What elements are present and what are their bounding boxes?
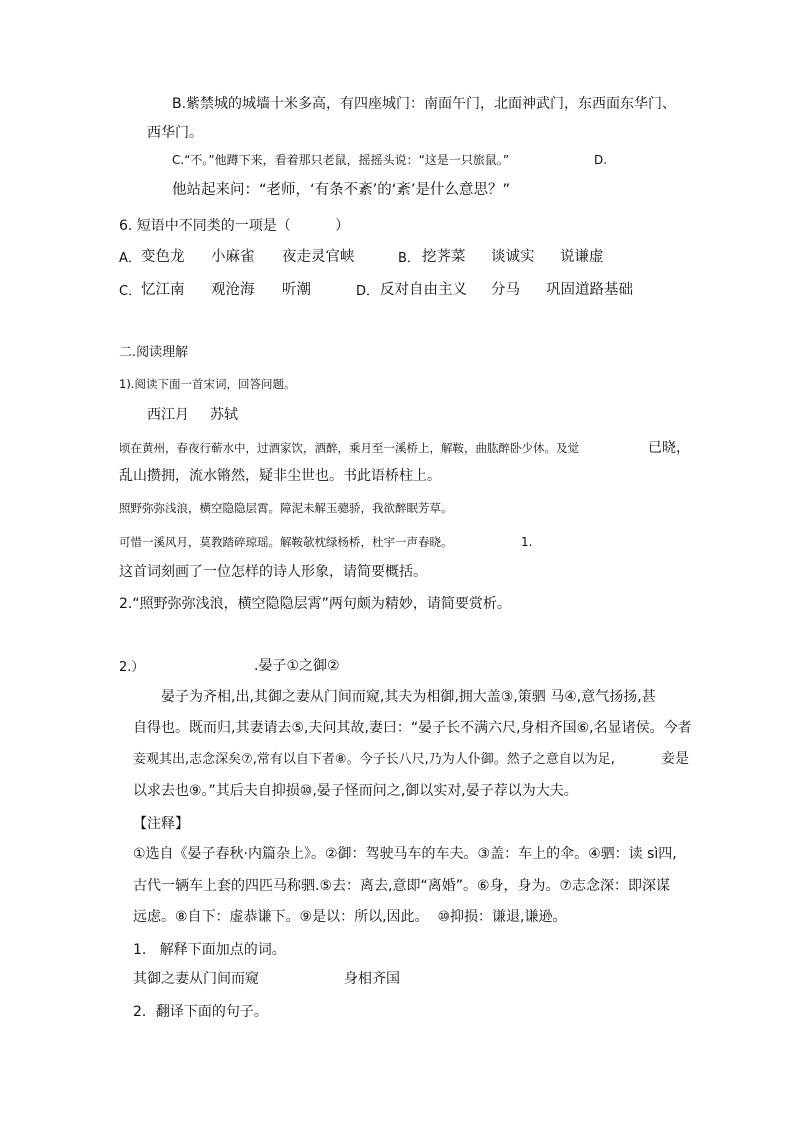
poem-title: 西江月 (147, 407, 189, 423)
poem-question-2: 2.“照野弥弥浅浪，横空隐隐层霄”两句颇为精妙，请简要赏析。 (119, 596, 511, 612)
q6-option-a-item: 小麻雀 (211, 249, 255, 265)
passage2-question-1: 1. 解释下面加点的词。 (133, 942, 286, 958)
passage2-question-1-phrase-b: 身相齐国 (344, 971, 400, 987)
poem-question-1: 这首词刻画了一位怎样的诗人形象，请简要概括。 (119, 564, 427, 580)
q6-option-a-item: 变色龙 (141, 249, 185, 265)
q6-option-b-label: B． (398, 251, 420, 266)
q6-option-a-label: A． (119, 251, 141, 266)
q6-option-d-item: 巩固道路基础 (546, 282, 633, 298)
passage2-line3-tail: 妾是 (661, 751, 689, 767)
q6-option-c-label: C． (119, 284, 142, 299)
poem-author: 苏轼 (210, 407, 238, 423)
q6-option-b-item: 谈诚实 (491, 249, 535, 265)
poem-verse-2: 可惜一溪风月，莫教踏碎琼瑶。解鞍欹枕绿杨桥，杜宇一声春晓。 (119, 535, 453, 549)
q6-option-b-item: 挖荠菜 (422, 249, 466, 265)
q5-option-c: C.“不。”他蹲下来，看着那只老鼠，摇摇头说：“这是一只旅鼠。” (172, 153, 510, 167)
notes-heading: 【注释】 (133, 816, 189, 832)
poem-intro: 1).阅读下面一首宋词，回答问题。 (119, 377, 296, 391)
passage2-title: .晏子①之御② (254, 658, 340, 674)
poem-preface-line1-tail: 已晓， (648, 440, 690, 456)
q5-option-d: 他站起来问：“老师，‘有条不紊’的‘紊’是什么意思？” (172, 182, 510, 198)
q6-option-b-item: 说谦虚 (560, 249, 604, 265)
passage2-line1: 晏子为齐相,出,其御之妻从门间而窥,其夫为相御,拥大盖③,策驷 马④,意气扬扬,甚 (161, 689, 656, 705)
passage2-line2: 自得也。既而归,其妻请去⑤,夫问其故,妻曰：“晏子长不满六尺,身相齐国⑥,名显诸侯。今者 (133, 720, 692, 736)
note-line1: ①选自《晏子春秋·内篇杂上》。②御：驾驶马车的车夫。③盖：车上的伞。④驷：读 sì四, (133, 846, 677, 862)
poem-verse-1: 照野弥弥浅浪，横空隐隐层霄。障泥未解玉骢骄，我欲醉眠芳草。 (119, 501, 453, 515)
q5-option-b-line2: 西华门。 (147, 125, 203, 141)
passage2-line3: 妾观其出,志念深矣⑦,常有以自下者⑧。今子长八尺,乃为人仆御。然子之意自以为足, (133, 752, 615, 767)
q6-stem: 6. 短语中不同类的一项是（ ） (119, 218, 350, 234)
q6-option-a-item: 夜走灵官峡 (282, 249, 355, 265)
q5-option-d-label: D. (594, 153, 608, 167)
note-line2: 古代一辆车上套的四匹马称驷.⑤去：离去,意即“离婚”。⑥身，身为。⑦志念深：即深谋 (133, 878, 671, 894)
q6-option-d-item: 分马 (491, 282, 520, 298)
q6-option-c-item: 听潮 (282, 282, 311, 298)
poem-preface-line1: 顷在黄州，春夜行蕲水中，过酒家饮，酒醉，乘月至一溪桥上，解鞍，曲肱醉卧少休。及觉 (119, 441, 579, 455)
passage2-line4: 以求去也⑨。”其后夫自抑损⑩,晏子怪而问之,御以实对,晏子荐以为大夫。 (133, 783, 578, 799)
poem-preface-line2: 乱山攒拥，流水锵然，疑非尘世也。书此语桥柱上。 (119, 468, 441, 484)
poem-question-1-number: 1. (521, 535, 533, 549)
q6-option-c-item: 忆江南 (141, 282, 185, 298)
q6-option-c-item: 观沧海 (211, 282, 255, 298)
passage2-label: 2.） (119, 660, 145, 675)
section-heading: 二.阅读理解 (119, 345, 189, 360)
passage2-question-2: 2．翻译下面的句子。 (133, 1004, 268, 1020)
passage2-question-1-phrase-a: 其御之妻从门间而窥 (133, 971, 259, 987)
q5-option-b-line1: B.紫禁城的城墙十米多高，有四座城门：南面午门，北面神武门，东西面东华门、 (172, 96, 677, 112)
q6-option-d-item: 反对自由主义 (380, 282, 467, 298)
q6-option-d-label: D． (356, 284, 380, 299)
note-line3: 远虑。⑧自下：虚恭谦下。⑨是以：所以,因此。 ⑩抑损：谦退,谦逊。 (133, 909, 567, 925)
